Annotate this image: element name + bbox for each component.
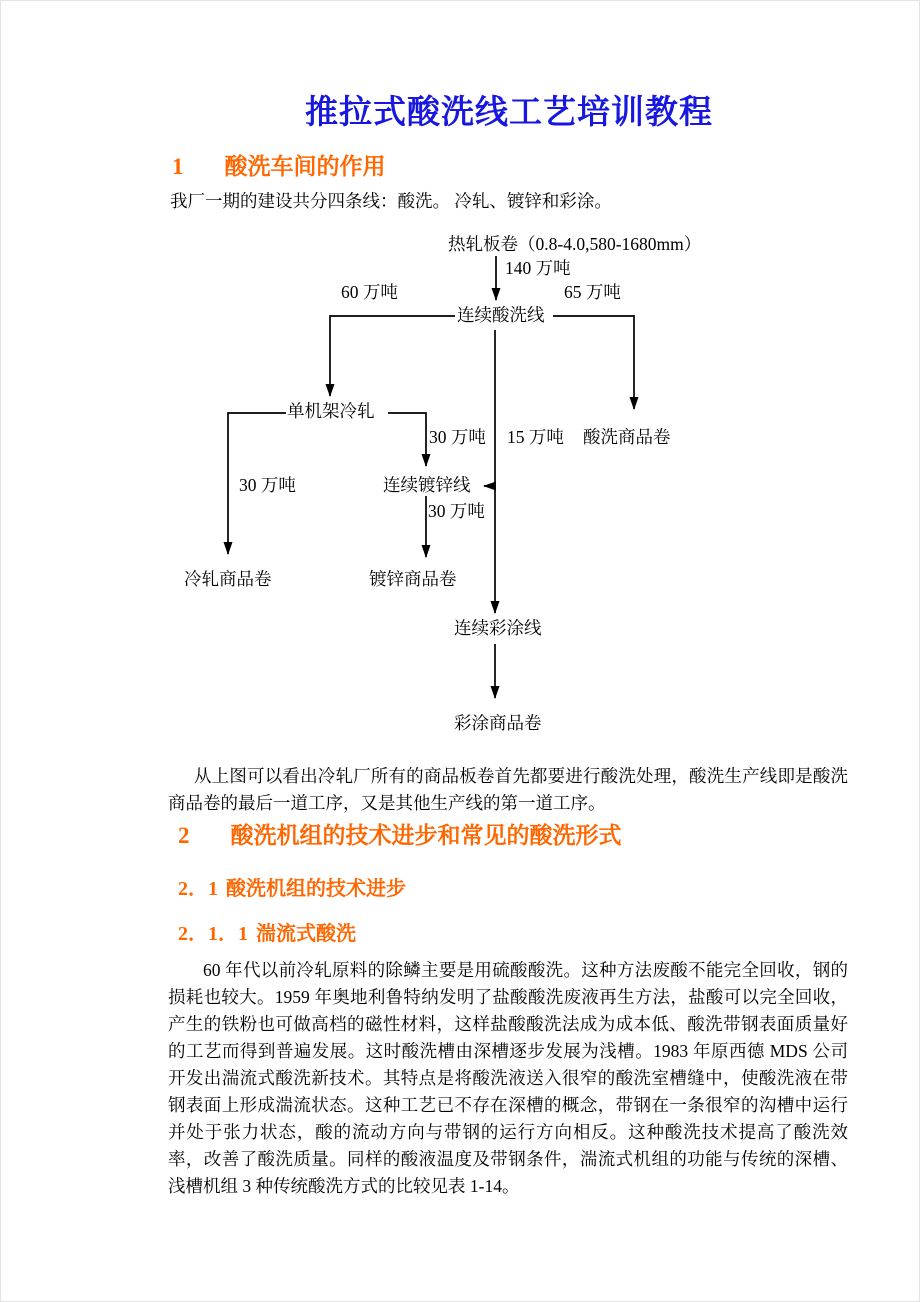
section-2-1-heading (178, 872, 406, 901)
label-30-wan-ton-cold: 30 万吨 (239, 475, 296, 495)
label-30-wan-ton-to-galv: 30 万吨 (429, 427, 486, 447)
label-30-wan-ton-below-galv: 30 万吨 (428, 501, 485, 521)
section-1-heading (172, 148, 386, 181)
node-color-coated-commodity-coil: 彩涂商品卷 (454, 713, 542, 733)
section-2-number: 2 (178, 823, 190, 848)
label-60-wan-ton: 60 万吨 (341, 282, 398, 302)
arrow-coldmill-to-galvanizing (388, 413, 426, 466)
arrow-pickling-to-pickledcoil (553, 316, 634, 409)
production-flowchart (0, 230, 920, 740)
section-1-number: 1 (172, 154, 184, 179)
section-1-intro: 我厂一期的建设共分四条线：酸洗。 冷轧、镀锌和彩涂。 (170, 191, 612, 211)
section-1-title: 酸洗车间的作用 (224, 154, 386, 179)
section-2-title: 酸洗机组的技术进步和常见的酸洗形式 (230, 823, 622, 848)
label-140-wan-ton: 140 万吨 (505, 258, 571, 278)
document-title: 推拉式酸洗线工艺培训教程 (305, 95, 713, 131)
node-single-stand-cold-mill: 单机架冷轧 (287, 401, 375, 421)
section-2-1-1-title: 湍流式酸洗 (256, 923, 356, 945)
section-2-1-1-heading (178, 917, 356, 946)
label-65-wan-ton: 65 万吨 (564, 282, 621, 302)
arrow-pickling-to-coldmill (330, 316, 455, 396)
section-2-1-number: 2．1 (178, 878, 218, 900)
node-cold-rolled-commodity-coil: 冷轧商品卷 (184, 569, 272, 589)
label-15-wan-ton: 15 万吨 (507, 427, 564, 447)
node-continuous-color-coating-line: 连续彩涂线 (454, 618, 542, 638)
node-galvanized-commodity-coil: 镀锌商品卷 (369, 569, 457, 589)
section-2-heading (178, 817, 622, 850)
node-continuous-pickling-line: 连续酸洗线 (457, 305, 545, 325)
paragraph-after-flowchart: 从上图可以看出冷轧厂所有的商品板卷首先都要进行酸洗处理，酸洗生产线即是酸洗商品卷的最后一道工序，又是其他生产线的第一道工序。 (168, 766, 848, 813)
node-pickled-commodity-coil: 酸洗商品卷 (583, 427, 671, 447)
node-hot-rolled-coil: 热轧板卷（0.8-4.0,580-1680mm） (448, 234, 702, 254)
section-2-1-1-number: 2．1．1 (178, 923, 248, 945)
section-2-1-title: 酸洗机组的技术进步 (226, 878, 406, 900)
section-2-1-1-body: 60 年代以前冷轧原料的除鳞主要是用硫酸酸洗。这种方法废酸不能完全回收，钢的损耗也较大。1959 年奥地利鲁特纳发明了盐酸酸洗废液再生方法，盐酸可以完全回收，产生的铁粉也可做高档的磁性材料，这样盐酸酸洗法成为成本低、酸洗带钢表面质量好的工艺而得到普遍发展。这时酸洗槽由深槽逐步发展为浅槽。1983 年原西德 MDS 公司开发出湍流式酸洗新技术。其特点是将酸洗液送入很窄的酸洗室槽缝中，使酸洗液在带钢表面上形成湍流状态。这种工艺已不存在深槽的概念，带钢在一条很窄的沟槽中运行并处于张力状态，酸的流动方向与带钢的运行方向相反。这种酸洗技术提高了酸洗效率，改善了酸洗质量。同样的酸液温度及带钢条件，湍流式机组的功能与传统的深槽、浅槽机组 3 种传统酸洗方式的比较见表 1-14。 (168, 960, 848, 1196)
node-continuous-galvanizing-line: 连续镀锌线 (383, 475, 471, 495)
